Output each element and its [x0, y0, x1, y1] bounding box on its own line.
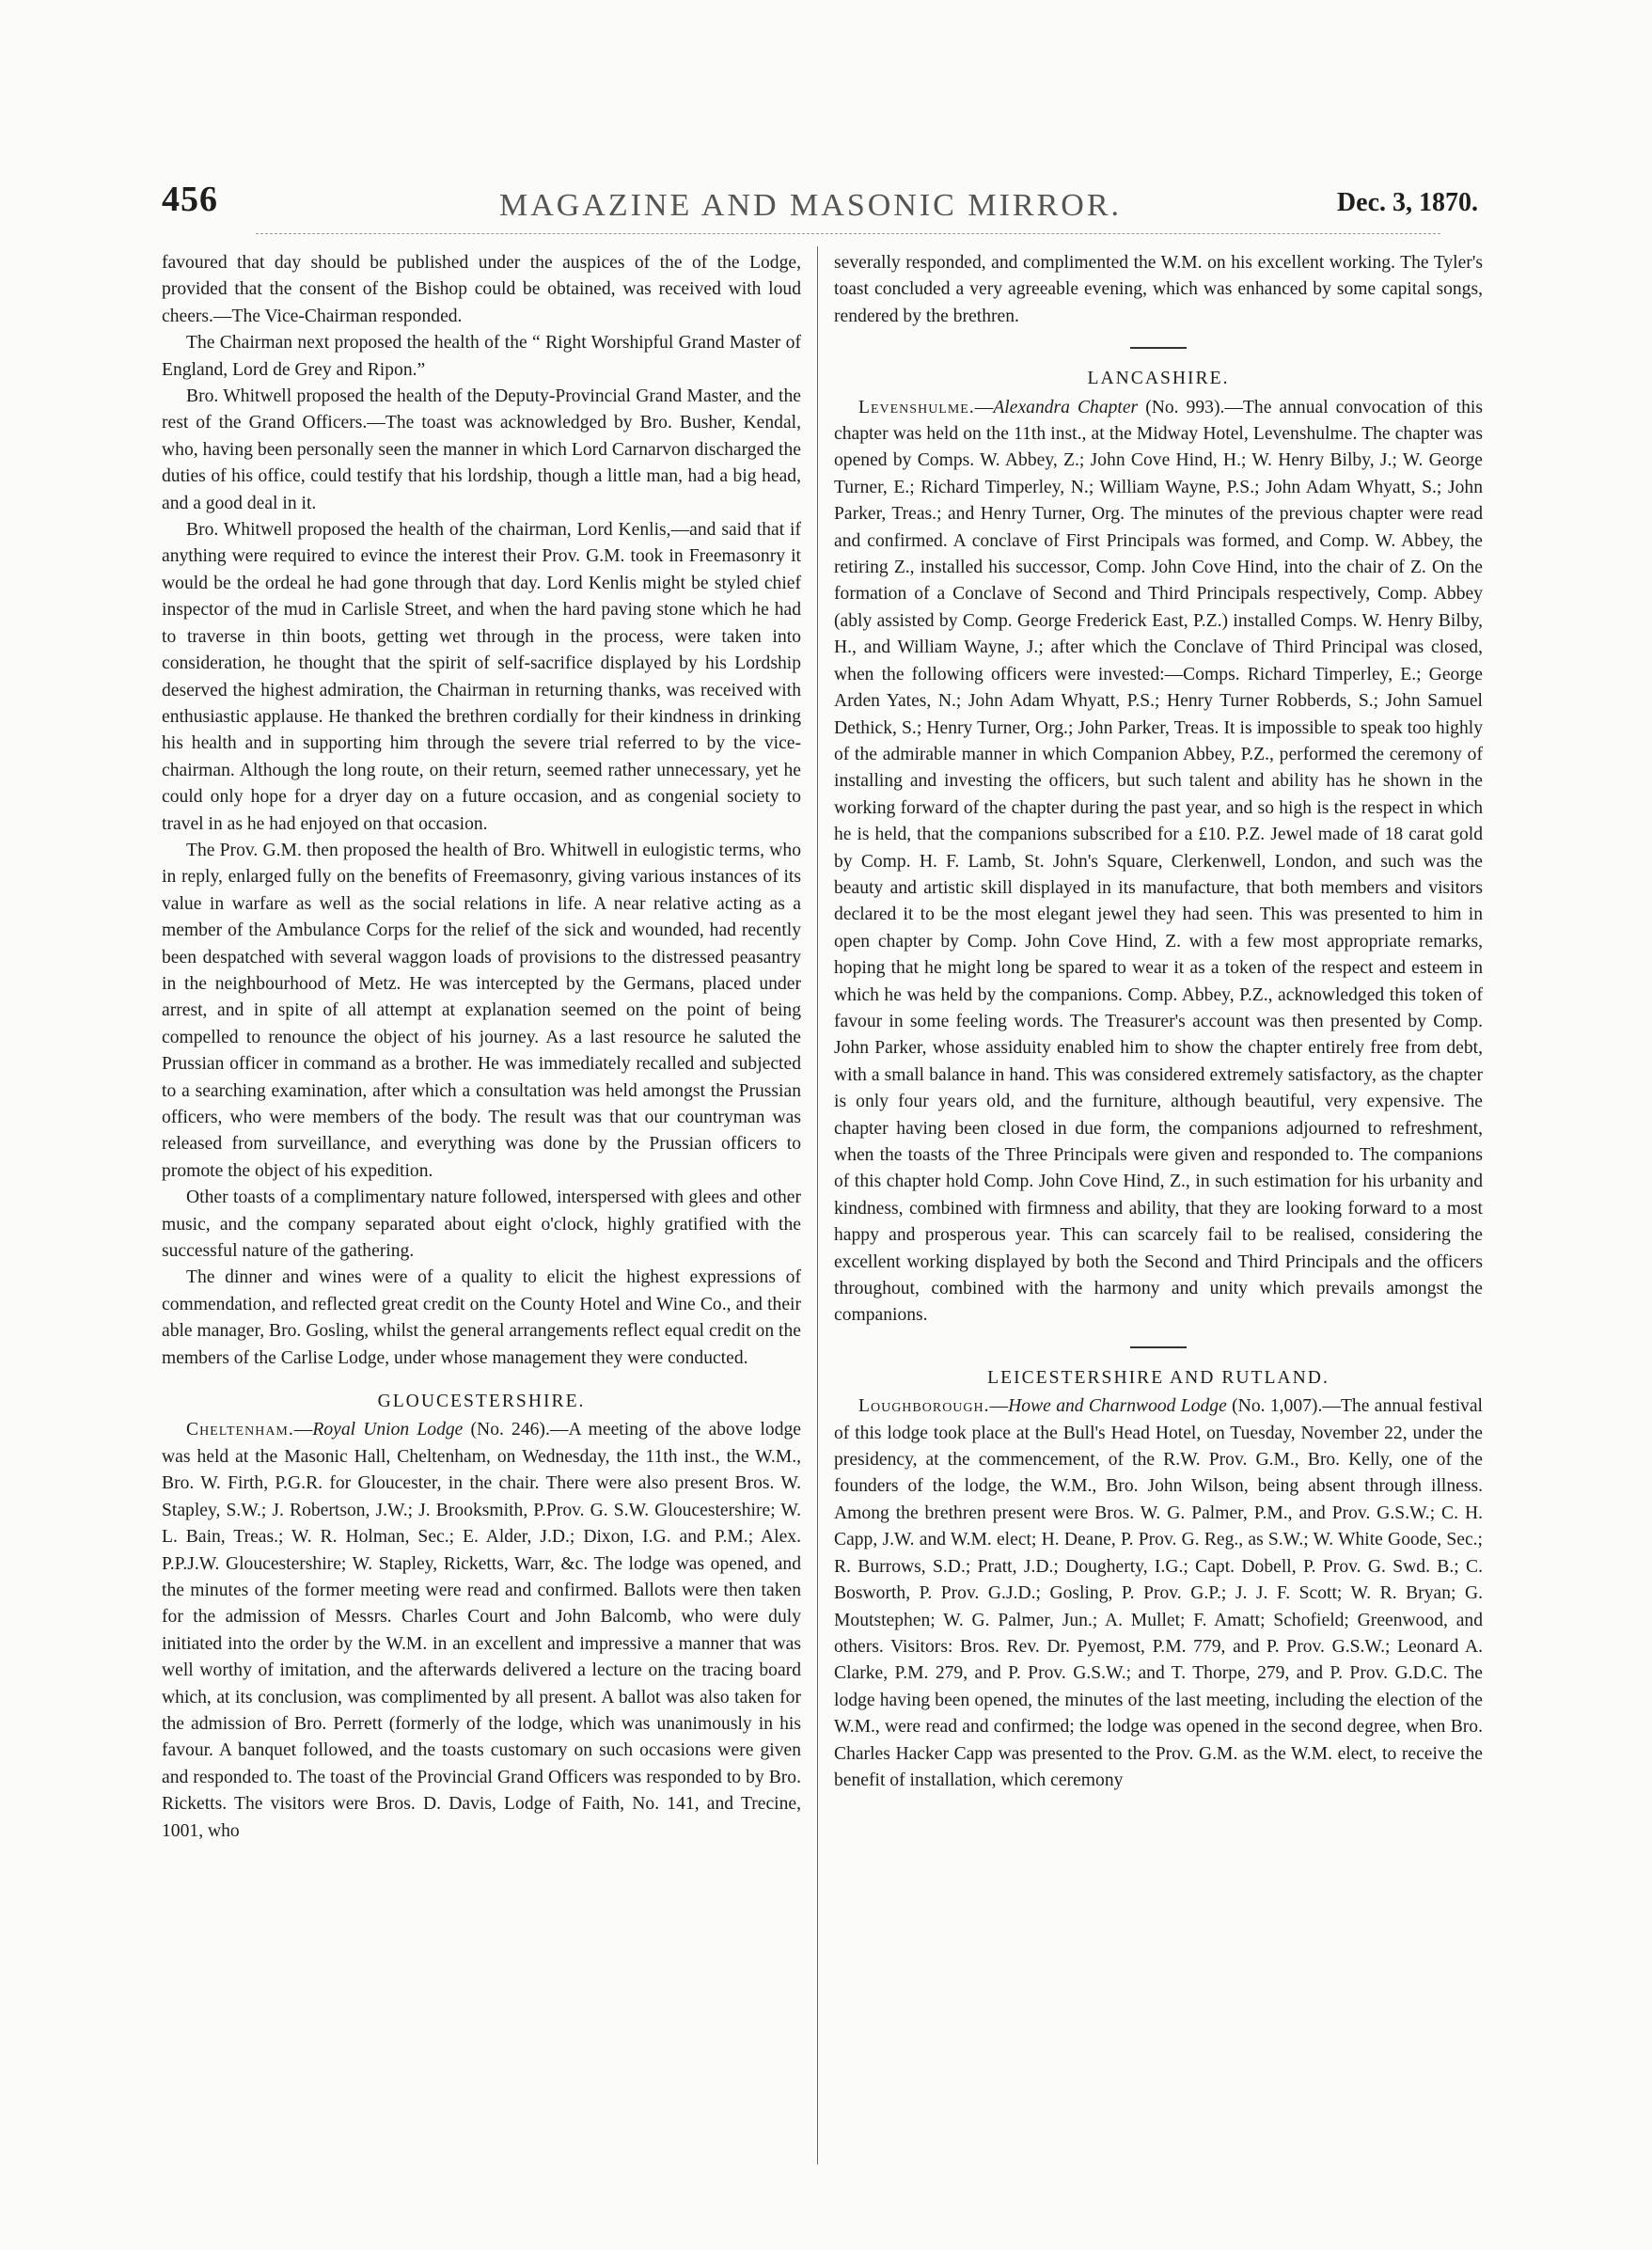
place-name: Cheltenham.	[186, 1420, 294, 1440]
header-rule	[256, 233, 1440, 234]
running-title: MAGAZINE AND MASONIC MIRROR.	[498, 188, 1123, 223]
article-paragraph: Other toasts of a complimentary nature followed, interspersed with glees and other music, and the company separated about eight o'clock, highly gratified with the successful nature of the gathering.	[162, 1188, 801, 1262]
column-divider	[817, 246, 818, 2164]
article-paragraph: The Chairman next proposed the health of the “ Right Worshipful Grand Master of England, Lord de Grey and Ripon.”	[162, 333, 801, 380]
place-name: Levenshulme.	[858, 397, 975, 417]
article-paragraph: The Prov. G.M. then proposed the health of Bro. Whitwell in eulogistic terms, who in reply, enlarged fully on the benefits of Freemasonry, giving various instances of its value in warfare as well as the social relations in life. A near relative acting as a member of the Ambulance Corps for the relief of the sick and wounded, had recently been despatched with several waggon loads of provisions to the distressed peasantry in the neighbourhood of Metz. He was intercepted by the Germans, placed under arrest, and in spite of all attempt at explanation seemed on the point of being compelled to renounce the object of his journey. As a last resource he saluted the Prussian officer in command as a brother. He was immediately recalled and subjected to a searching examination, after which a consultation was held amongst the Prussian officers, who were members of the body. The result was that our countryman was released from surveillance, and everything was done by the Prussian officers to promote the object of his expedition.	[162, 840, 801, 1181]
section-heading-gloucestershire: GLOUCESTERSHIRE.	[377, 1392, 586, 1412]
section-separator	[1130, 1346, 1187, 1348]
article-paragraph: severally responded, and complimented the W.M. on his excellent working. The Tyler's toast concluded a very agreeable evening, which was enhanced by some capital songs, rendered by the brethren.	[834, 253, 1483, 326]
lodge-name: Howe and Charnwood Lodge	[1008, 1396, 1227, 1417]
right-column	[834, 250, 1483, 1794]
section-body: (No. 246).—A meeting of the above lodge was held at the Masonic Hall, Cheltenham, on Wednesday, the 11th inst., the W.M., Bro. W. Firth, P.G.R. for Gloucester, in the chair. There were also present Bros. W. Stapley, S.W.; J. Robertson, J.W.; J. Brooksmith, P.Prov. G. S.W. Gloucestershire; W. L. Bain, Treas.; W. R. Holman, Sec.; E. Alder, J.D.; Dixon, I.G. and P.M.; Alex. P.P.J.W. Gloucestershire; W. Stapley, Ricketts, Warr, &c. The lodge was opened, and the minutes of the former meeting were read and confirmed. Ballots were then taken for the admission of Messrs. Charles Court and John Balcomb, who were duly initiated into the order by the W.M. in an excellent and impressive a manner that was well worthy of imitation, and the afterwards delivered a lecture on the tracing board which, at its conclusion, was complimented by all present. A ballot was also taken for the admission of Bro. Perrett (formerly of the lodge, which was unanimously in his favour. A banquet followed, and the toasts customary on such occasions were given and responded to. The toast of the Provincial Grand Officers was responded to by Bro. Ricketts. The visitors were Bros. D. Davis, Lodge of Faith, No. 141, and Trecine, 1001, who	[162, 1420, 801, 1841]
left-column	[162, 250, 801, 1845]
section-heading-leicestershire: LEICESTERSHIRE AND RUTLAND.	[987, 1367, 1329, 1388]
page-header	[162, 179, 1478, 235]
section-paragraph: Cheltenham.—Royal Union Lodge (No. 246).—A meeting of the above lodge was held at the Masonic Hall, Cheltenham, on Wednesday, the 11th inst., the W.M., Bro. W. Firth, P.G.R. for Gloucester, in the chair. There were also present Bros. W. Stapley, S.W.; J. Robertson, J.W.; J. Brooksmith, P.Prov. G. S.W. Gloucestershire; W. L. Bain, Treas.; W. R. Holman, Sec.; E. Alder, J.D.; Dixon, I.G. and P.M.; Alex. P.P.J.W. Gloucestershire; W. Stapley, Ricketts, Warr, &c. The lodge was opened, and the minutes of the former meeting were read and confirmed. Ballots were then taken for the admission of Messrs. Charles Court and John Balcomb, who were duly initiated into the order by the W.M. in an excellent and impressive a manner that was well worthy of imitation, and the afterwards delivered a lecture on the tracing board which, at its conclusion, was complimented by all present. A ballot was also taken for the admission of Bro. Perrett (formerly of the lodge, which was unanimously in his favour. A banquet followed, and the toasts customary on such occasions were given and responded to. The toast of the Provincial Grand Officers was responded to by Bro. Ricketts. The visitors were Bros. D. Davis, Lodge of Faith, No. 141, and Trecine, 1001, who	[162, 1420, 801, 1841]
lodge-name: Royal Union Lodge	[312, 1420, 464, 1440]
section-body: (No. 993).—The annual convocation of this chapter was held on the 11th inst., at the Midway Hotel, Levenshulme. The chapter was opened by Comps. W. Abbey, Z.; John Cove Hind, H.; W. Henry Bilby, J.; W. George Turner, E.; Richard Timperley, N.; William Wayne, P.S.; John Adam Whyatt, S.; John Parker, Treas.; and Henry Turner, Org. The minutes of the previous chapter were read and confirmed. A conclave of First Principals was formed, and Comp. W. Abbey, the retiring Z., installed his successor, Comp. John Cove Hind, into the chair of Z. On the formation of a Conclave of Second and Third Principals respectively, Comp. Abbey (ably assisted by Comp. George Frederick East, P.Z.) installed Comps. W. Henry Bilby, H., and William Wayne, J.; after which the Conclave of Third Principal was closed, when the following officers were invested:—Comps. Richard Timperley, E.; George Arden Yates, N.; John Adam Whyatt, P.S.; Henry Turner Robberds, S.; John Samuel Dethick, S.; Henry Turner, Org.; John Parker, Treas. It is impossible to speak too highly of the admirable manner in which Companion Abbey, P.Z., performed the ceremony of installing and investing the officers, but such talent and ability has he shown in the working forward of the chapter during the past year, and so high is the respect in which he is held, that the companions subscribed for a £10. P.Z. Jewel made of 18 carat gold by Comp. H. F. Lamb, St. John's Square, Clerkenwell, London, and such was the beauty and artistic skill displayed in its manufacture, that both members and visitors declared it to be the most elegant jewel they had seen. This was presented to him in open chapter by Comp. John Cove Hind, Z. with a few most appropriate remarks, hoping that he might long be spared to wear it as a token of the respect and esteem in which he was held by the companions. Comp. Abbey, P.Z., acknowledged this token of favour in some feeling words. The Treasurer's account was then presented by Comp. John Parker, whose assiduity enabled him to show the chapter entirely free from debt, with a small balance in hand. This was considered extremely satisfactory, as the chapter is only four years old, and the furniture, although beautiful, very expensive. The chapter having been closed in due form, the companions adjourned to refreshment, when the toasts of the Three Principals were given and responded to. The companions of this chapter hold Comp. John Cove Hind, Z., in such estimation for his urbanity and kindness, combined with firmness and ability, that they are looking forward to a most happy and prosperous year. This can scarcely fail to be realised, considering the excellent working displayed by both the Second and Third Principals and the officers throughout, combined with the harmony and unity which prevails amongst the companions.	[834, 397, 1483, 1326]
article-paragraph: favoured that day should be published under the auspices of the of the Lodge, provided that the consent of the Bishop could be obtained, was received with loud cheers.—The Vice-Chairman responded.	[162, 253, 801, 326]
section-heading-lancashire: LANCASHIRE.	[1087, 369, 1230, 389]
issue-date: Dec. 3, 1870.	[1336, 188, 1478, 217]
section-paragraph: Levenshulme.—Alexandra Chapter (No. 993).—The annual convocation of this chapter was held on the 11th inst., at the Midway Hotel, Levenshulme. The chapter was opened by Comps. W. Abbey, Z.; John Cove Hind, H.; W. Henry Bilby, J.; W. George Turner, E.; Richard Timperley, N.; William Wayne, P.S.; John Adam Whyatt, S.; John Parker, Treas.; and Henry Turner, Org. The minutes of the previous chapter were read and confirmed. A conclave of First Principals was formed, and Comp. W. Abbey, the retiring Z., installed his successor, Comp. John Cove Hind, into the chair of Z. On the formation of a Conclave of Second and Third Principals respectively, Comp. Abbey (ably assisted by Comp. George Frederick East, P.Z.) installed Comps. W. Henry Bilby, H., and William Wayne, J.; after which the Conclave of Third Principal was closed, when the following officers were invested:—Comps. Richard Timperley, E.; George Arden Yates, N.; John Adam Whyatt, P.S.; Henry Turner Robberds, S.; John Samuel Dethick, S.; Henry Turner, Org.; John Parker, Treas. It is impossible to speak too highly of the admirable manner in which Companion Abbey, P.Z., performed the ceremony of installing and investing the officers, but such talent and ability has he shown in the working forward of the chapter during the past year, and so high is the respect in which he is held, that the companions subscribed for a £10. P.Z. Jewel made of 18 carat gold by Comp. H. F. Lamb, St. John's Square, Clerkenwell, London, and such was the beauty and artistic skill displayed in its manufacture, that both members and visitors declared it to be the most elegant jewel they had seen. This was presented to him in open chapter by Comp. John Cove Hind, Z. with a few most appropriate remarks, hoping that he might long be spared to wear it as a token of the respect and esteem in which he was held by the companions. Comp. Abbey, P.Z., acknowledged this token of favour in some feeling words. The Treasurer's account was then presented by Comp. John Parker, whose assiduity enabled him to show the chapter entirely free from debt, with a small balance in hand. This was considered extremely satisfactory, as the chapter is only four years old, and the furniture, although beautiful, very expensive. The chapter having been closed in due form, the companions adjourned to refreshment, when the toasts of the Three Principals were given and responded to. The companions of this chapter hold Comp. John Cove Hind, Z., in such estimation for his urbanity and kindness, combined with firmness and ability, that they are looking forward to a most happy and prosperous year. This can scarcely fail to be realised, considering the excellent working displayed by both the Second and Third Principals and the officers throughout, combined with the harmony and unity which prevails amongst the companions.	[834, 397, 1483, 1326]
section-body: (No. 1,007).—The annual festival of this lodge took place at the Bull's Head Hotel, on Tuesday, November 22, under the presidency, at the commencement, of the R.W. Prov. G.M., Bro. Kelly, one of the founders of the lodge, the W.M., Bro. John Wilson, being absent through illness. Among the brethren present were Bros. W. G. Palmer, P.M., and Prov. G.S.W.; C. H. Capp, J.W. and W.M. elect; H. Deane, P. Prov. G. Reg., as S.W.; W. White Goode, Sec.; R. Burrows, S.D.; Pratt, J.D.; Dougherty, I.G.; Capt. Dobell, P. Prov. G. Swd. B.; C. Bosworth, P. Prov. G.J.D.; Gosling, P. Prov. G.P.; J. J. F. Scott; W. R. Bryan; G. Moutstephen; W. G. Palmer, Jun.; A. Mullet; F. Amatt; Schofield; Greenwood, and others. Visitors: Bros. Rev. Dr. Pyemost, P.M. 779, and P. Prov. G.S.W.; Leonard A. Clarke, P.M. 279, and P. Prov. G.S.W.; and T. Thorpe, 279, and P. Prov. G.D.C. The lodge having been opened, the minutes of the last meeting, including the election of the W.M., were read and confirmed; the lodge was opened in the second degree, when Bro. Charles Hacker Capp was presented to the Prov. G.M. as the W.M. elect, to receive the benefit of installation, which ceremony	[834, 1396, 1483, 1790]
article-paragraph: Bro. Whitwell proposed the health of the Deputy-Provincial Grand Master, and the rest of the Grand Officers.—The toast was acknowledged by Bro. Busher, Kendal, who, having been personally seen the manner in which Lord Carnarvon discharged the duties of his office, could testify that his lordship, though a little man, had a big head, and a good deal in it.	[162, 386, 801, 513]
section-separator	[1130, 347, 1187, 349]
article-paragraph: Bro. Whitwell proposed the health of the chairman, Lord Kenlis,—and said that if anything were required to evince the interest their Prov. G.M. took in Freemasonry it would be the ordeal he had gone through that day. Lord Kenlis might be styled chief inspector of the mud in Carlisle Street, and when the hard paving stone which he had to traverse in thin boots, getting wet through in the process, were taken into consideration, he thought that the spirit of self-sacrifice displayed by his Lordship deserved the highest admiration, the Chairman in returning thanks, was received with enthusiastic applause. He thanked the brethren cordially for their kindness in drinking his health and in supporting him through the severe trial referred to by the vice-chairman. Although the long route, on their return, seemed rather unnecessary, yet he could only hope for a dryer day on a future occasion, and as congenial society to travel in as he had enjoyed on that occasion.	[162, 520, 801, 834]
chapter-name: Alexandra Chapter	[993, 397, 1139, 417]
page-number: 456	[162, 180, 218, 219]
section-paragraph: Loughborough.—Howe and Charnwood Lodge (No. 1,007).—The annual festival of this lodge took place at the Bull's Head Hotel, on Tuesday, November 22, under the presidency, at the commencement, of the R.W. Prov. G.M., Bro. Kelly, one of the founders of the lodge, the W.M., Bro. John Wilson, being absent through illness. Among the brethren present were Bros. W. G. Palmer, P.M., and Prov. G.S.W.; C. H. Capp, J.W. and W.M. elect; H. Deane, P. Prov. G. Reg., as S.W.; W. White Goode, Sec.; R. Burrows, S.D.; Pratt, J.D.; Dougherty, I.G.; Capt. Dobell, P. Prov. G. Swd. B.; C. Bosworth, P. Prov. G.J.D.; Gosling, P. Prov. G.P.; J. J. F. Scott; W. R. Bryan; G. Moutstephen; W. G. Palmer, Jun.; A. Mullet; F. Amatt; Schofield; Greenwood, and others. Visitors: Bros. Rev. Dr. Pyemost, P.M. 779, and P. Prov. G.S.W.; Leonard A. Clarke, P.M. 279, and P. Prov. G.S.W.; and T. Thorpe, 279, and P. Prov. G.D.C. The lodge having been opened, the minutes of the last meeting, including the election of the W.M., were read and confirmed; the lodge was opened in the second degree, when Bro. Charles Hacker Capp was presented to the Prov. G.M. as the W.M. elect, to receive the benefit of installation, which ceremony	[834, 1396, 1483, 1790]
place-name: Loughborough.	[858, 1396, 990, 1417]
article-paragraph: The dinner and wines were of a quality to elicit the highest expressions of commendation, and reflected great credit on the County Hotel and Wine Co., and their able manager, Bro. Gosling, whilst the general arrangements reflect equal credit on the members of the Carlise Lodge, under whose management they were conducted.	[162, 1267, 801, 1368]
